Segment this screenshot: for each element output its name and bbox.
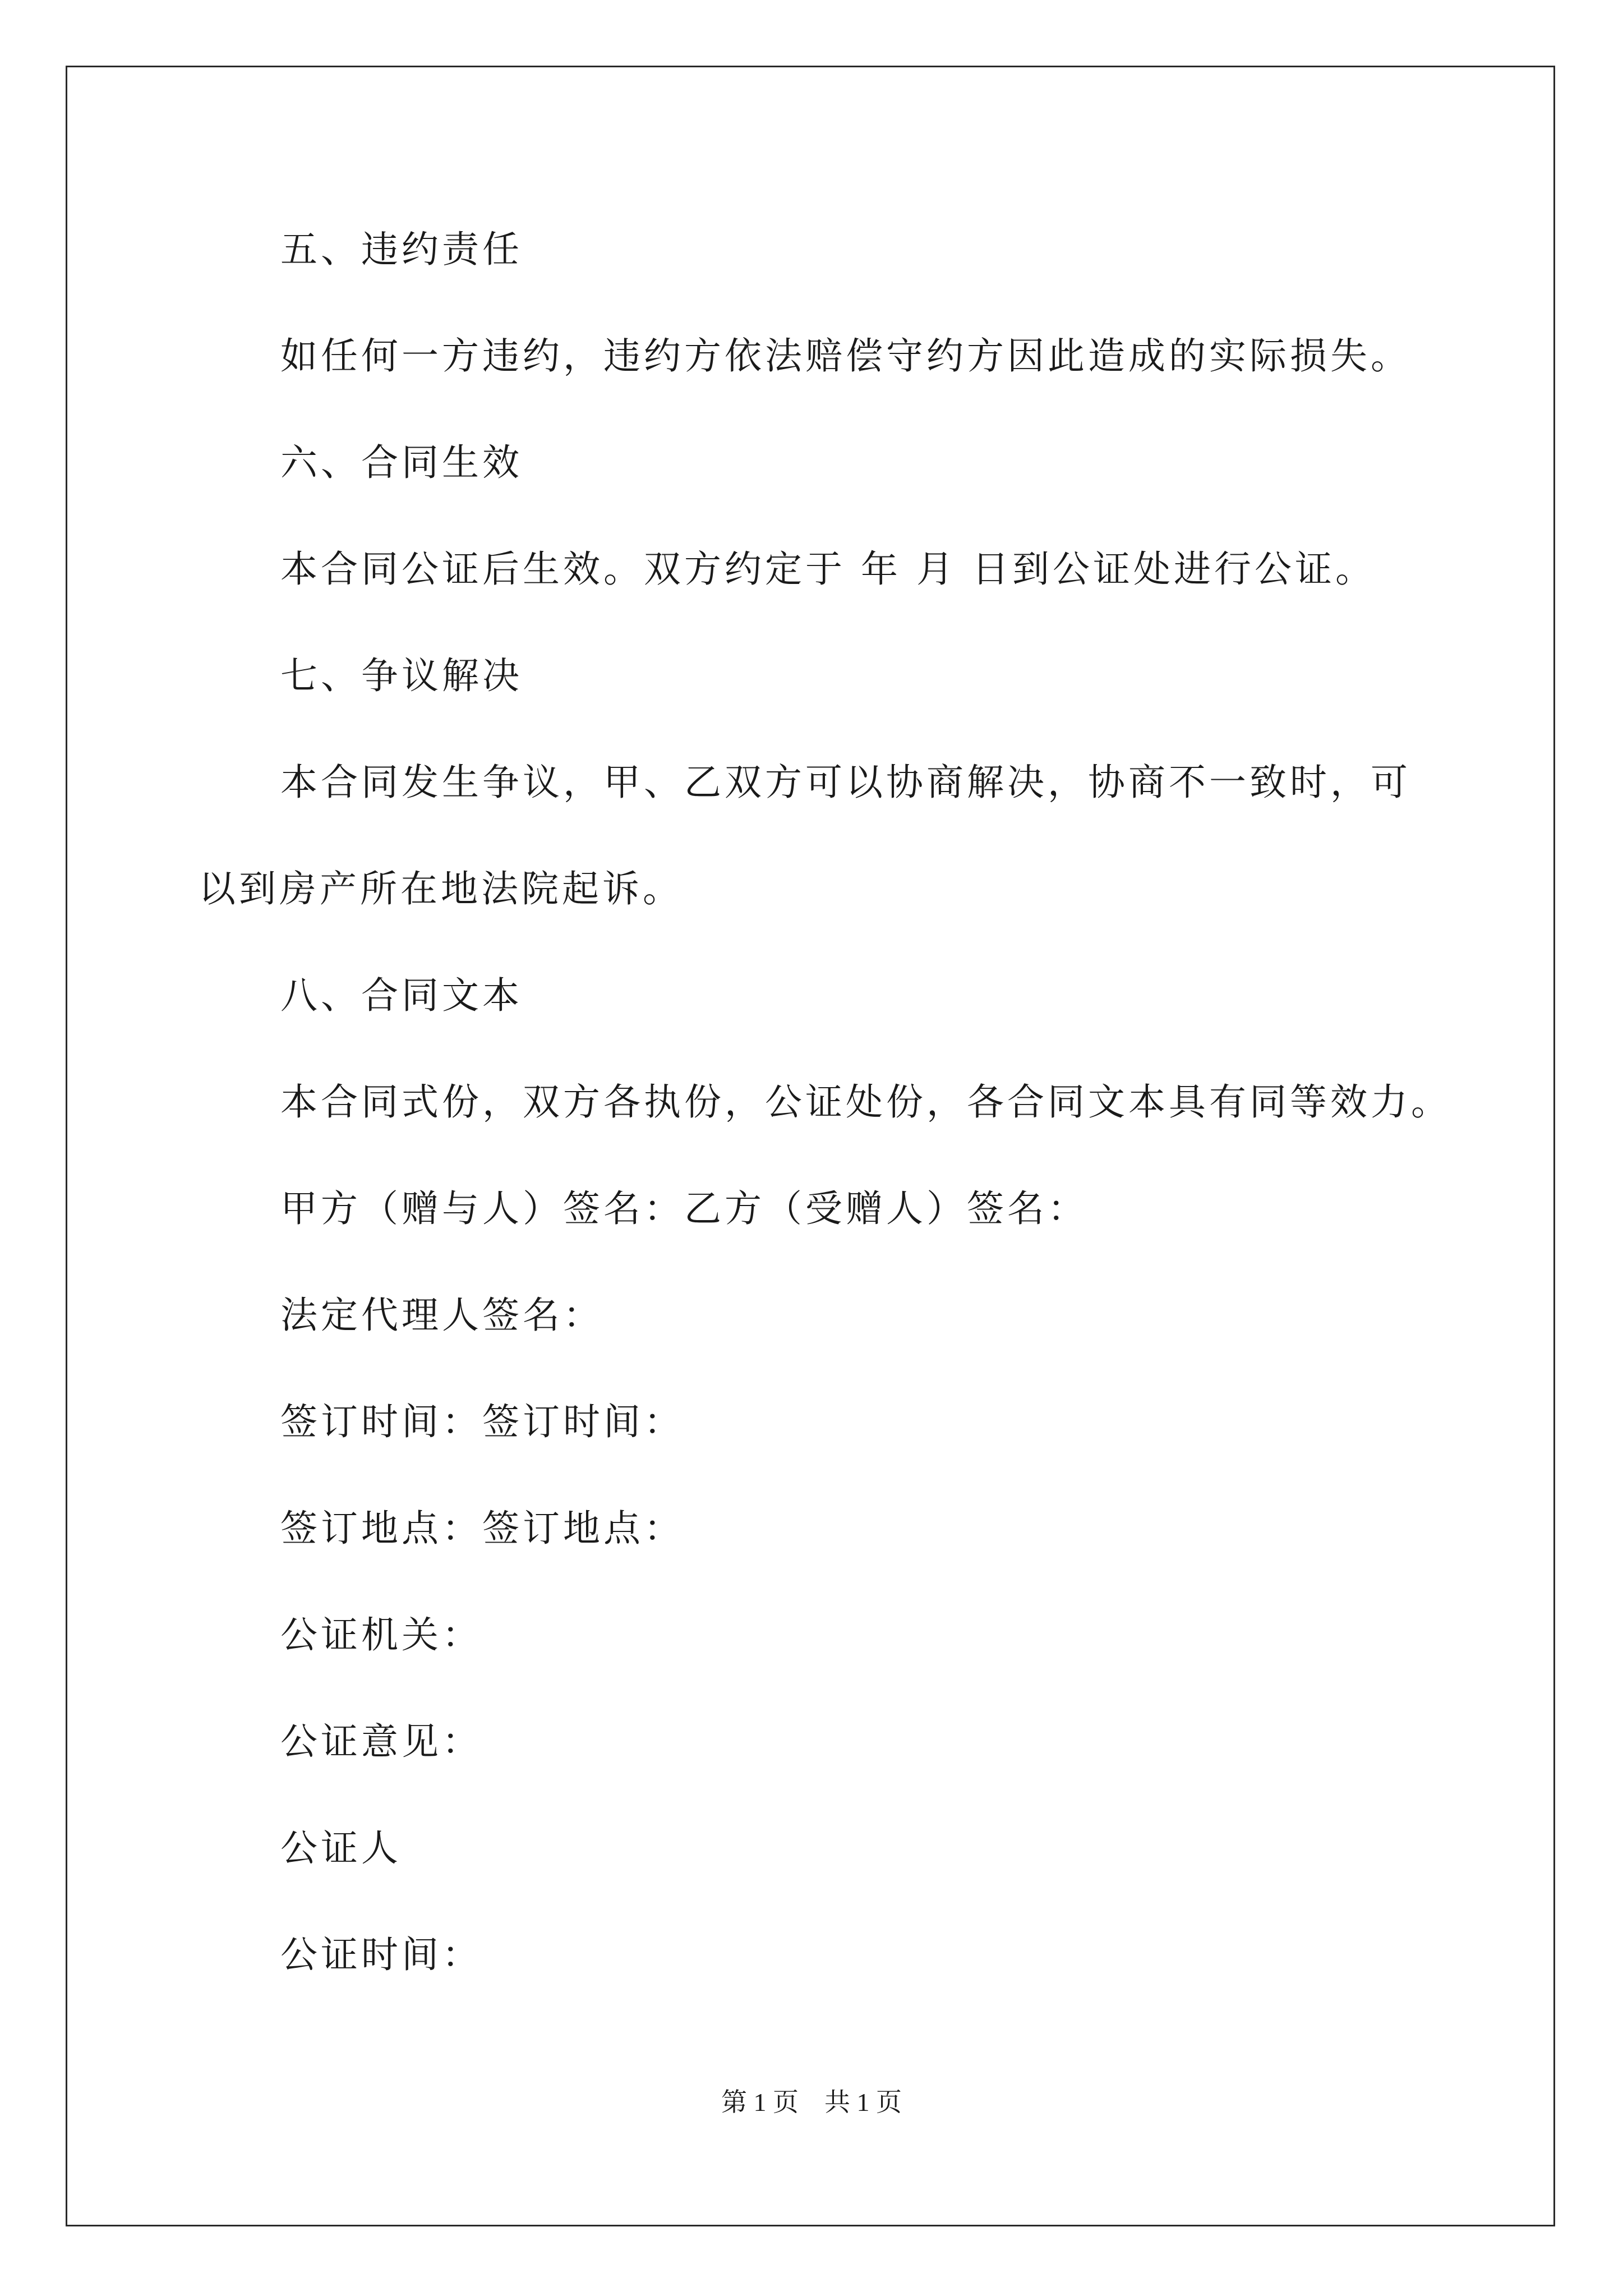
signature-parties: 甲方（赠与人）签名：乙方（受赠人）签名： [280, 1187, 1088, 1230]
paragraph-copies: 本合同式份，双方各执份，公证处份，各合同文本具有同等效力。 [280, 1080, 1451, 1124]
section-heading-text: 八、合同文本 [280, 974, 523, 1017]
page-number-footer: 第 1 页 共 1 页 [721, 2088, 902, 2116]
notary-opinion: 公证意见： [280, 1720, 482, 1763]
signing-date: 签订时间：签订时间： [280, 1400, 684, 1443]
page-border [66, 66, 1555, 2226]
notary-office: 公证机关： [280, 1613, 482, 1657]
paragraph-effect: 本合同公证后生效。双方约定于 年 月 日到公证处进行公证。 [280, 547, 1376, 591]
notary-person: 公证人 [280, 1826, 402, 1870]
section-heading-effect: 六、合同生效 [280, 441, 523, 484]
notary-date: 公证时间： [280, 1933, 482, 1976]
section-heading-dispute: 七、争议解决 [280, 654, 523, 697]
paragraph-breach: 如任何一方违约，违约方依法赔偿守约方因此造成的实际损失。 [280, 334, 1411, 378]
section-heading-breach: 五、违约责任 [280, 228, 523, 271]
signing-place: 签订地点：签订地点： [280, 1507, 684, 1550]
paragraph-dispute-line1: 本合同发生争议，甲、乙双方可以协商解决，协商不一致时，可 [280, 761, 1411, 804]
signature-legal-agent: 法定代理人签名： [280, 1294, 603, 1337]
paragraph-dispute-line2: 以到房产所在地法院起诉。 [199, 867, 683, 910]
